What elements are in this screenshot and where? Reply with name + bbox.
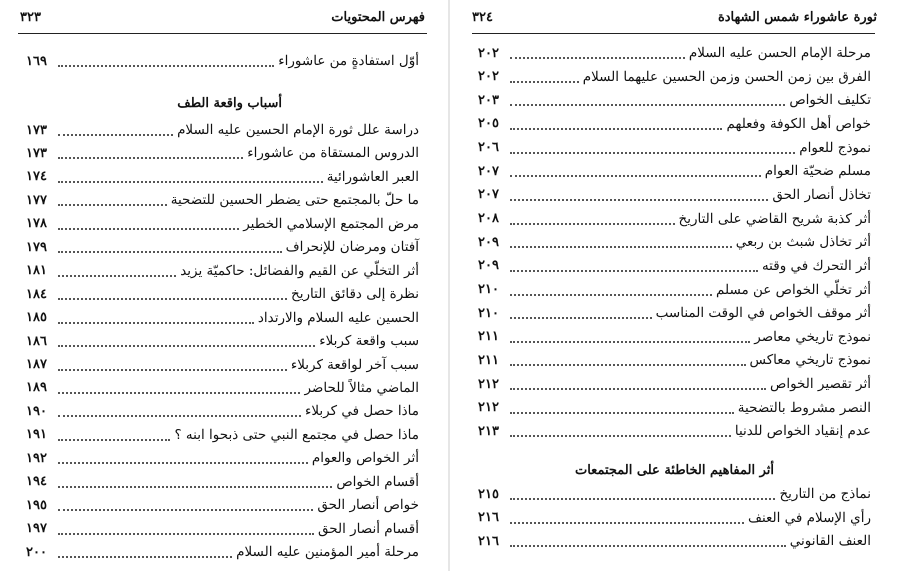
entry-title: آفتان ومرضان للإنحراف	[285, 239, 419, 256]
entry-title: نموذج تاريخي معاصر	[754, 328, 871, 345]
entry-title: سبب واقعة كربلاء	[319, 333, 419, 350]
entry-title: العنف القانوني	[789, 533, 871, 549]
dot-leader	[510, 412, 734, 414]
entry-page-number: ٢١٢	[478, 376, 499, 392]
toc-entry	[478, 506, 871, 530]
dot-leader	[510, 57, 685, 59]
toc-entry	[26, 188, 419, 212]
entry-page-number: ٢٠٦	[478, 140, 499, 156]
toc-entry	[478, 183, 871, 207]
entry-title: ما حلّ بالمجتمع حتى يضطر الحسين للتضحية	[170, 192, 419, 209]
dot-leader	[510, 388, 766, 390]
left-page	[0, 0, 445, 571]
entry-page-number: ٢٠٠	[26, 544, 47, 560]
entry-page-number: ٢١٢	[478, 400, 499, 416]
toc-entry	[478, 207, 871, 231]
entry-page-number: ٢١٠	[478, 282, 499, 297]
entry-title: ماذا حصل في مجتمع النبي حتى ذبحوا ابنه ؟	[174, 426, 419, 443]
entry-page-number: ١٧٨	[26, 216, 47, 232]
right-page	[452, 0, 897, 571]
dot-leader	[58, 204, 167, 206]
header-rule	[18, 33, 427, 34]
book-spine	[448, 0, 450, 571]
entry-title: أثر تقصير الخواص	[770, 376, 871, 393]
entry-page-number: ٢٠٧	[478, 163, 499, 179]
entry-page-number: ١٧٣	[26, 145, 47, 161]
header-page-number: ٣٢٤	[472, 10, 493, 25]
dot-leader	[510, 199, 768, 201]
entry-title: دراسة علل ثورة الإمام الحسين عليه السلام	[177, 122, 419, 138]
toc-entry	[478, 396, 871, 420]
toc-entry	[478, 482, 871, 506]
dot-leader	[510, 364, 746, 366]
entry-page-number: ١٨٥	[26, 310, 47, 326]
entry-title: أثر التحرك في وقته	[761, 257, 871, 274]
entry-page-number: ١٩٥	[26, 497, 47, 513]
entry-page-number: ١٩٢	[26, 450, 47, 466]
header-rule	[472, 33, 875, 34]
toc-entry	[26, 540, 419, 564]
dot-leader	[510, 246, 732, 248]
entry-page-number: ٢١٦	[478, 510, 499, 525]
toc-entry	[26, 423, 419, 447]
entry-title: نماذج من التاريخ	[779, 486, 871, 502]
entry-title: تخاذل أنصار الحق	[772, 186, 871, 203]
dot-leader	[58, 369, 287, 371]
toc-entry	[478, 136, 871, 160]
entry-page-number: ١٨٤	[26, 286, 47, 302]
dot-leader	[510, 128, 722, 130]
entry-page-number: ٢٠٥	[478, 116, 499, 132]
dot-leader	[58, 65, 274, 67]
entry-title: أثر موقف الخواص في الوقت المناسب	[655, 305, 871, 322]
toc-entry	[26, 282, 419, 306]
entry-title: تكليف الخواص	[789, 92, 871, 109]
toc-entry	[478, 159, 871, 183]
dot-leader	[58, 415, 301, 417]
toc-entry	[26, 376, 419, 400]
dot-leader	[58, 322, 254, 324]
toc-entry	[478, 348, 871, 372]
entry-page-number: ١٧٣	[26, 122, 47, 138]
entry-page-number: ١٧٤	[26, 169, 47, 185]
toc-entry	[478, 419, 871, 443]
dot-leader	[58, 181, 323, 183]
entry-title: أثر كذبة شريح القاضي على التاريخ	[678, 210, 871, 227]
entry-page-number: ٢١٠	[478, 305, 499, 321]
dot-leader	[58, 275, 176, 277]
entry-title: نموذج تاريخي معاكس	[749, 352, 871, 369]
dot-leader	[58, 228, 239, 230]
entry-title: أثر تخاذل شبث بن ربعي	[735, 234, 871, 251]
toc-entry	[26, 329, 419, 353]
toc-entry	[26, 353, 419, 377]
dot-leader	[510, 270, 758, 272]
entry-title: نموذج للعوام	[799, 139, 871, 156]
entry-title: الدروس المستقاة من عاشوراء	[247, 145, 419, 162]
entry-title: أثر تخلّي الخواص عن مسلم	[716, 281, 871, 298]
toc-entry	[478, 301, 871, 325]
toc-entry	[478, 88, 871, 112]
toc-entry	[478, 529, 871, 553]
dot-leader	[58, 556, 232, 558]
dot-leader	[510, 152, 795, 154]
dot-leader	[58, 345, 315, 347]
dot-leader	[510, 175, 761, 177]
entry-page-number: ٢٠٧	[478, 187, 499, 203]
entry-page-number: ٢١١	[478, 329, 499, 345]
dot-leader	[510, 104, 785, 106]
header-page-number: ٣٢٣	[20, 10, 41, 25]
entry-title: مرحلة الإمام الحسن عليه السلام	[688, 45, 871, 61]
dot-leader	[510, 341, 750, 343]
toc-entry	[26, 165, 419, 189]
entry-title: خواص أنصار الحق	[317, 497, 419, 514]
entry-title: خواص أهل الكوفة وفعلهم	[726, 115, 871, 132]
section-title: أسباب واقعة الطف	[177, 96, 282, 111]
toc-entry	[478, 65, 871, 89]
page-header	[472, 10, 877, 30]
toc-entry	[26, 259, 419, 283]
dot-leader	[58, 392, 300, 394]
entry-page-number: ٢١٥	[478, 486, 499, 502]
entry-page-number: ١٨٧	[26, 357, 47, 372]
entry-page-number: ٢٠٩	[478, 234, 499, 250]
page-header	[20, 10, 425, 30]
toc-entry	[478, 372, 871, 396]
entry-title: ماذا حصل في كربلاء	[305, 403, 419, 420]
entry-page-number: ٢٠٣	[478, 92, 499, 108]
dot-leader	[58, 533, 314, 535]
toc-entry	[478, 230, 871, 254]
dot-leader	[510, 81, 579, 83]
dot-leader	[510, 223, 675, 225]
entry-page-number: ٢١٦	[478, 533, 499, 549]
entry-title: أوّل استفادةٍ من عاشوراء	[278, 53, 419, 69]
entry-page-number: ١٨١	[26, 263, 47, 279]
toc-entry	[26, 493, 419, 517]
entry-page-number: ١٧٩	[26, 239, 47, 255]
dot-leader	[58, 134, 173, 136]
entry-page-number: ١٩٧	[26, 521, 47, 537]
toc-entry	[26, 118, 419, 142]
section-title: أثر المفاهيم الخاطئة على المجتمعات	[574, 463, 774, 478]
dot-leader	[510, 317, 652, 319]
entry-page-number: ١٦٩	[26, 53, 47, 69]
dot-leader	[58, 509, 313, 511]
entry-title: النصر مشروط بالتضحية	[737, 399, 871, 416]
dot-leader	[58, 157, 243, 159]
entry-title: أثر الخواص والعوام	[311, 450, 419, 467]
toc-entry	[26, 212, 419, 236]
dot-leader	[58, 486, 332, 488]
entry-title: الحسين عليه السلام والارتداد	[257, 309, 419, 326]
dot-leader	[510, 435, 731, 437]
entry-title: العبر العاشورائية	[326, 168, 419, 185]
entry-title: مرحلة أمير المؤمنين عليه السلام	[236, 544, 419, 561]
header-title: ثورة عاشوراء شمس الشهادة	[717, 10, 877, 25]
header-title: فهرس المحتويات	[331, 10, 425, 25]
entry-page-number: ٢٠٨	[478, 211, 499, 227]
toc-entry	[26, 141, 419, 165]
toc-entry	[478, 325, 871, 349]
toc-entry	[478, 112, 871, 136]
dot-leader	[58, 462, 308, 464]
entry-page-number: ١٧٧	[26, 192, 47, 208]
entry-page-number: ٢٠٩	[478, 258, 499, 274]
entry-page-number: ٢٠٢	[478, 45, 499, 61]
entry-title: الفرق بين زمن الحسن وزمن الحسين عليهما السلام	[582, 68, 871, 85]
entry-page-number: ١٩٤	[26, 474, 47, 490]
dot-leader	[510, 294, 712, 296]
toc-entry	[26, 306, 419, 330]
entry-page-number: ٢١١	[478, 352, 499, 368]
toc-entry	[478, 254, 871, 278]
toc-entry	[26, 470, 419, 494]
dot-leader	[58, 439, 170, 441]
entry-title: أقسام الخواص	[336, 473, 419, 490]
toc-entry	[478, 41, 871, 65]
toc-entry	[478, 278, 871, 302]
entry-title: الماضي مثالاً للحاضر	[304, 379, 419, 396]
entry-title: مرض المجتمع الإسلامي الخطير	[243, 215, 419, 232]
dot-leader	[510, 498, 775, 500]
entry-page-number: ٢٠٢	[478, 69, 499, 85]
entry-title: مسلم ضحيّة العوام	[764, 163, 871, 180]
dot-leader	[58, 298, 287, 300]
entry-page-number: ١٨٩	[26, 380, 47, 396]
entry-title: رأي الإسلام في العنف	[747, 509, 871, 526]
toc-entry	[26, 49, 419, 73]
toc-entry	[26, 446, 419, 470]
toc-entry	[26, 235, 419, 259]
entry-title: نظرة إلى دقائق التاريخ	[291, 286, 419, 303]
entry-title: أثر التخلّي عن القيم والفضائل: حاكميّة يزيد	[180, 262, 419, 279]
toc-entry	[26, 517, 419, 541]
dot-leader	[510, 545, 786, 547]
dot-leader	[510, 522, 744, 524]
entry-title: عدم إنقياد الخواص للدنيا	[734, 423, 871, 440]
entry-page-number: ١٩٠	[26, 403, 47, 419]
dot-leader	[58, 251, 282, 253]
entry-page-number: ١٨٦	[26, 333, 47, 349]
entry-page-number: ٢١٣	[478, 423, 499, 439]
entry-title: أقسام أنصار الحق	[318, 520, 419, 537]
entry-page-number: ١٩١	[26, 427, 47, 443]
toc-entry	[26, 399, 419, 423]
entry-title: سبب آخر لواقعة كربلاء	[290, 356, 419, 373]
